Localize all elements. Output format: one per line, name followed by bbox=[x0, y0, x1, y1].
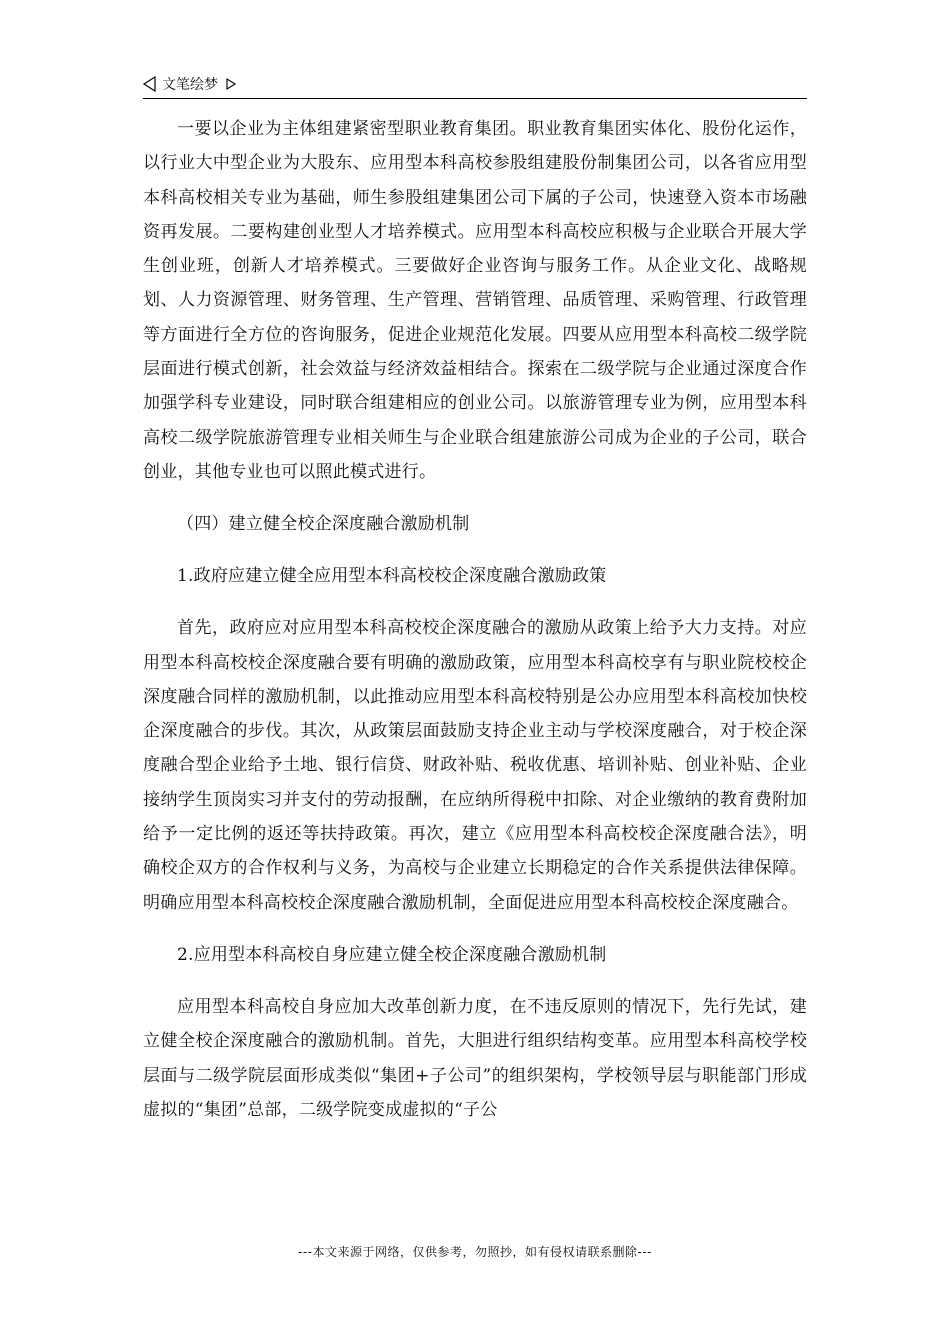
brand-name: 文笔绘梦 bbox=[162, 77, 218, 93]
footer-notice: ---本文来源于网络，仅供参考，勿照抄，如有侵权请联系删除--- bbox=[298, 1245, 652, 1259]
document-body bbox=[143, 112, 807, 1127]
paragraph-1: 一要以企业为主体组建紧密型职业教育集团。职业教育集团实体化、股份化运作，以行业大中型企业为大股东、应用型本科高校参股组建股份制集团公司，以各省应用型本科高校相关专业为基础，师生参股组建集团公司下属的子公司，快速登入资本市场融资再发展。二要构建创业型人才培养模式。应用型本科高校应积极与企业联合开展大学生创业班，创新人才培养模式。三要做好企业咨询与服务工作。从企业文化、战略规划、人力资源管理、财务管理、生产管理、营销管理、品质管理、采购管理、行政管理等方面进行全方位的咨询服务，促进企业规范化发展。四要从应用型本科高校二级学院层面进行模式创新，社会效益与经济效益相结合。探索在二级学院与企业通过深度合作加强学科专业建设，同时联合组建相应的创业公司。以旅游管理专业为例，应用型本科高校二级学院旅游管理专业相关师生与企业联合组建旅游公司成为企业的子公司，联合创业，其他专业也可以照此模式进行。 bbox=[143, 119, 807, 482]
paragraph-2: 首先，政府应对应用型本科高校校企深度融合的激励从政策上给予大力支持。对应用型本科高校校企深度融合要有明确的激励政策，应用型本科高校享有与职业院校校企深度融合同样的激励机制，以此推动应用型本科高校特别是公办应用型本科高校加快校企深度融合的步伐。其次，从政策层面鼓励支持企业主动与学校深度融合，对于校企深度融合型企业给予土地、银行信贷、财政补贴、税收优惠、培训补贴、创业补贴、企业接纳学生顶岗实习并支付的劳动报酬，在应纳所得税中扣除、对企业缴纳的教育费附加给予一定比例的返还等扶持政策。再次，建立《应用型本科高校校企深度融合法》，明确校企双方的合作权利与义务，为高校与企业建立长期稳定的合作关系提供法律保障。明确应用型本科高校校企深度融合激励机制，全面促进应用型本科高校校企深度融合。 bbox=[143, 618, 807, 913]
triangle-right-outline-icon bbox=[226, 78, 236, 90]
brand bbox=[143, 74, 236, 94]
page-header bbox=[143, 74, 807, 99]
paragraph-3: 应用型本科高校自身应加大改革创新力度，在不违反原则的情况下，先行先试，建立健全校企深度融合的激励机制。首先，大胆进行组织结构变革。应用型本科高校学校层面与二级学院层面形成类似“集团+子公司”的组织架构，学校领导层与职能部门形成虚拟的“集团”总部，二级学院变成虚拟的“子公 bbox=[143, 996, 807, 1120]
subsection-heading-1: 1.政府应建立健全应用型本科高校校企深度融合激励政策 bbox=[177, 566, 607, 587]
section-heading-4: （四）建立健全校企深度融合激励机制 bbox=[177, 514, 470, 535]
subsection-heading-2: 2.应用型本科高校自身应建立健全校企深度融合激励机制 bbox=[177, 944, 607, 965]
triangle-left-outline-icon bbox=[143, 76, 156, 92]
